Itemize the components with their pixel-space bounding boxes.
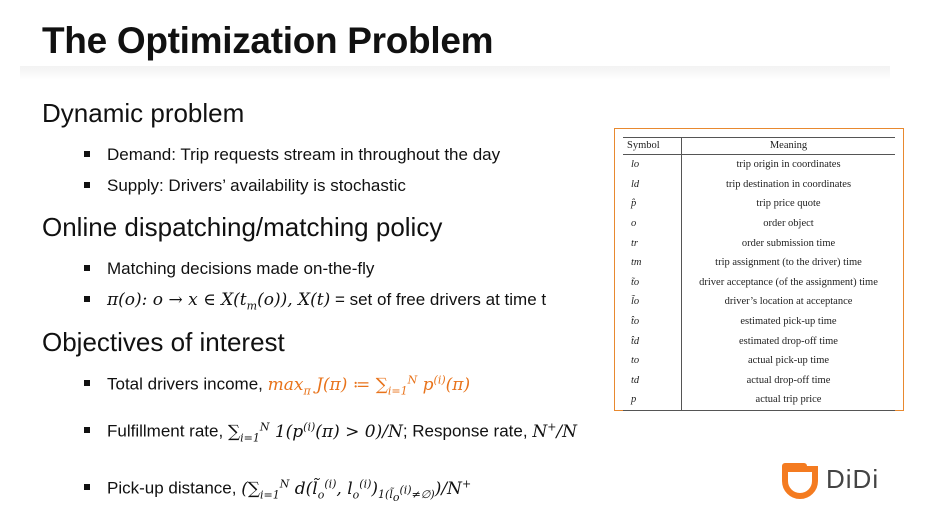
symbol-cell: t̂d (623, 331, 682, 351)
table-header-row (623, 138, 895, 155)
bullet-icon (84, 484, 90, 490)
logo-text: DiDi (826, 464, 880, 494)
bullet-icon (84, 265, 90, 271)
table-row (623, 175, 895, 195)
policy-suffix: = set of free drivers at time t (334, 290, 547, 309)
fulfillment-formula: $\sum_{i=1}^N$ $1(p^{(i)}(\pi) > 0)/N$ (227, 420, 403, 445)
meaning-cell: actual trip price (682, 390, 896, 410)
symbol-cell: lo (623, 155, 682, 175)
symbol-cell: tr (623, 233, 682, 253)
didi-logo-icon (780, 463, 820, 499)
header-meaning: Meaning (682, 138, 896, 155)
meaning-cell: driver acceptance (of the assignment) time (699, 276, 878, 288)
bullet-icon (84, 427, 90, 433)
section-heading-dynamic: Dynamic problem (42, 98, 245, 128)
table-row (623, 312, 895, 332)
table-row (623, 390, 895, 410)
header-symbol: Symbol (623, 138, 682, 155)
slide-title: The Optimization Problem (42, 20, 494, 61)
pickup-formula: ($\sum_{i=1}^N$ $d(l̃_o^{(i)}$, $l_o^{(i)})_{1(l̃_o^{(i)}\ne\emptyset)})/N^+$ (241, 477, 472, 505)
income-formula: $\max_\pi J(\pi)$ ≔ $\sum_{i=1}^N$ $p^{(i)}(\pi)$ (267, 373, 471, 398)
meaning-cell: trip origin in coordinates (736, 159, 841, 171)
symbol-cell: td (623, 371, 682, 391)
symbol-cell: to (623, 351, 682, 371)
table-row (623, 273, 895, 293)
bullet-text: Demand: Trip requests stream in throughout the day (107, 145, 501, 164)
symbol-cell: ld (623, 175, 682, 195)
symbol-cell: p (623, 390, 682, 410)
bullet-icon (84, 151, 90, 157)
bullet-policy (84, 290, 546, 312)
meaning-cell: driver’s location at acceptance (724, 296, 853, 308)
section-heading-objectives: Objectives of interest (42, 327, 285, 357)
bullet-text: Supply: Drivers’ availability is stochastic (107, 176, 406, 195)
bullet-icon (84, 296, 90, 302)
bullet-text: Matching decisions made on-the-fly (107, 259, 375, 278)
table-row (623, 331, 895, 351)
fulfillment-label: Fulfillment rate, (107, 421, 224, 441)
section-heading-online: Online dispatching/matching policy (42, 212, 443, 242)
bullet-demand (84, 145, 500, 165)
meaning-cell: trip price quote (756, 198, 821, 210)
bullet-fulfillment (84, 420, 577, 444)
table-row (623, 233, 895, 253)
response-formula: N+/N (532, 420, 578, 442)
response-label: ; Response rate, (402, 421, 528, 441)
table-row (623, 371, 895, 391)
symbol-cell: t̃o (623, 273, 682, 293)
symbol-cell: t̂o (623, 312, 682, 332)
bullet-supply (84, 176, 406, 196)
table-row (623, 351, 895, 371)
pickup-label: Pick-up distance, (107, 478, 237, 498)
bullet-pickup (84, 477, 471, 504)
meaning-cell: order object (763, 218, 814, 230)
meaning-cell: order submission time (741, 237, 836, 249)
symbol-cell: l̃o (623, 292, 682, 312)
meaning-cell: trip assignment (to the driver) time (715, 257, 862, 269)
table-row (623, 253, 895, 273)
symbol-cell: o (623, 214, 682, 234)
table-row (623, 194, 895, 214)
symbol-table-box (614, 128, 904, 411)
table-row (623, 292, 895, 312)
meaning-cell: trip destination in coordinates (725, 178, 852, 190)
meaning-cell: estimated pick-up time (740, 316, 837, 328)
bullet-icon (84, 380, 90, 386)
bullet-matching (84, 259, 374, 279)
income-label: Total drivers income, (107, 374, 263, 394)
bullet-icon (84, 182, 90, 188)
table-row (623, 214, 895, 234)
table-row (623, 155, 895, 175)
bullet-income (84, 373, 470, 397)
symbol-cell: tm (623, 253, 682, 273)
symbol-cell: p̂ (623, 194, 682, 214)
meaning-cell: actual drop-off time (746, 374, 831, 386)
symbol-table (623, 137, 895, 411)
policy-formula: π(o): o → x ∈ $X(t_m(o))$, X(t) (107, 290, 331, 313)
meaning-cell: estimated drop-off time (739, 335, 838, 347)
meaning-cell: actual pick-up time (747, 355, 830, 367)
title-divider (20, 66, 890, 80)
